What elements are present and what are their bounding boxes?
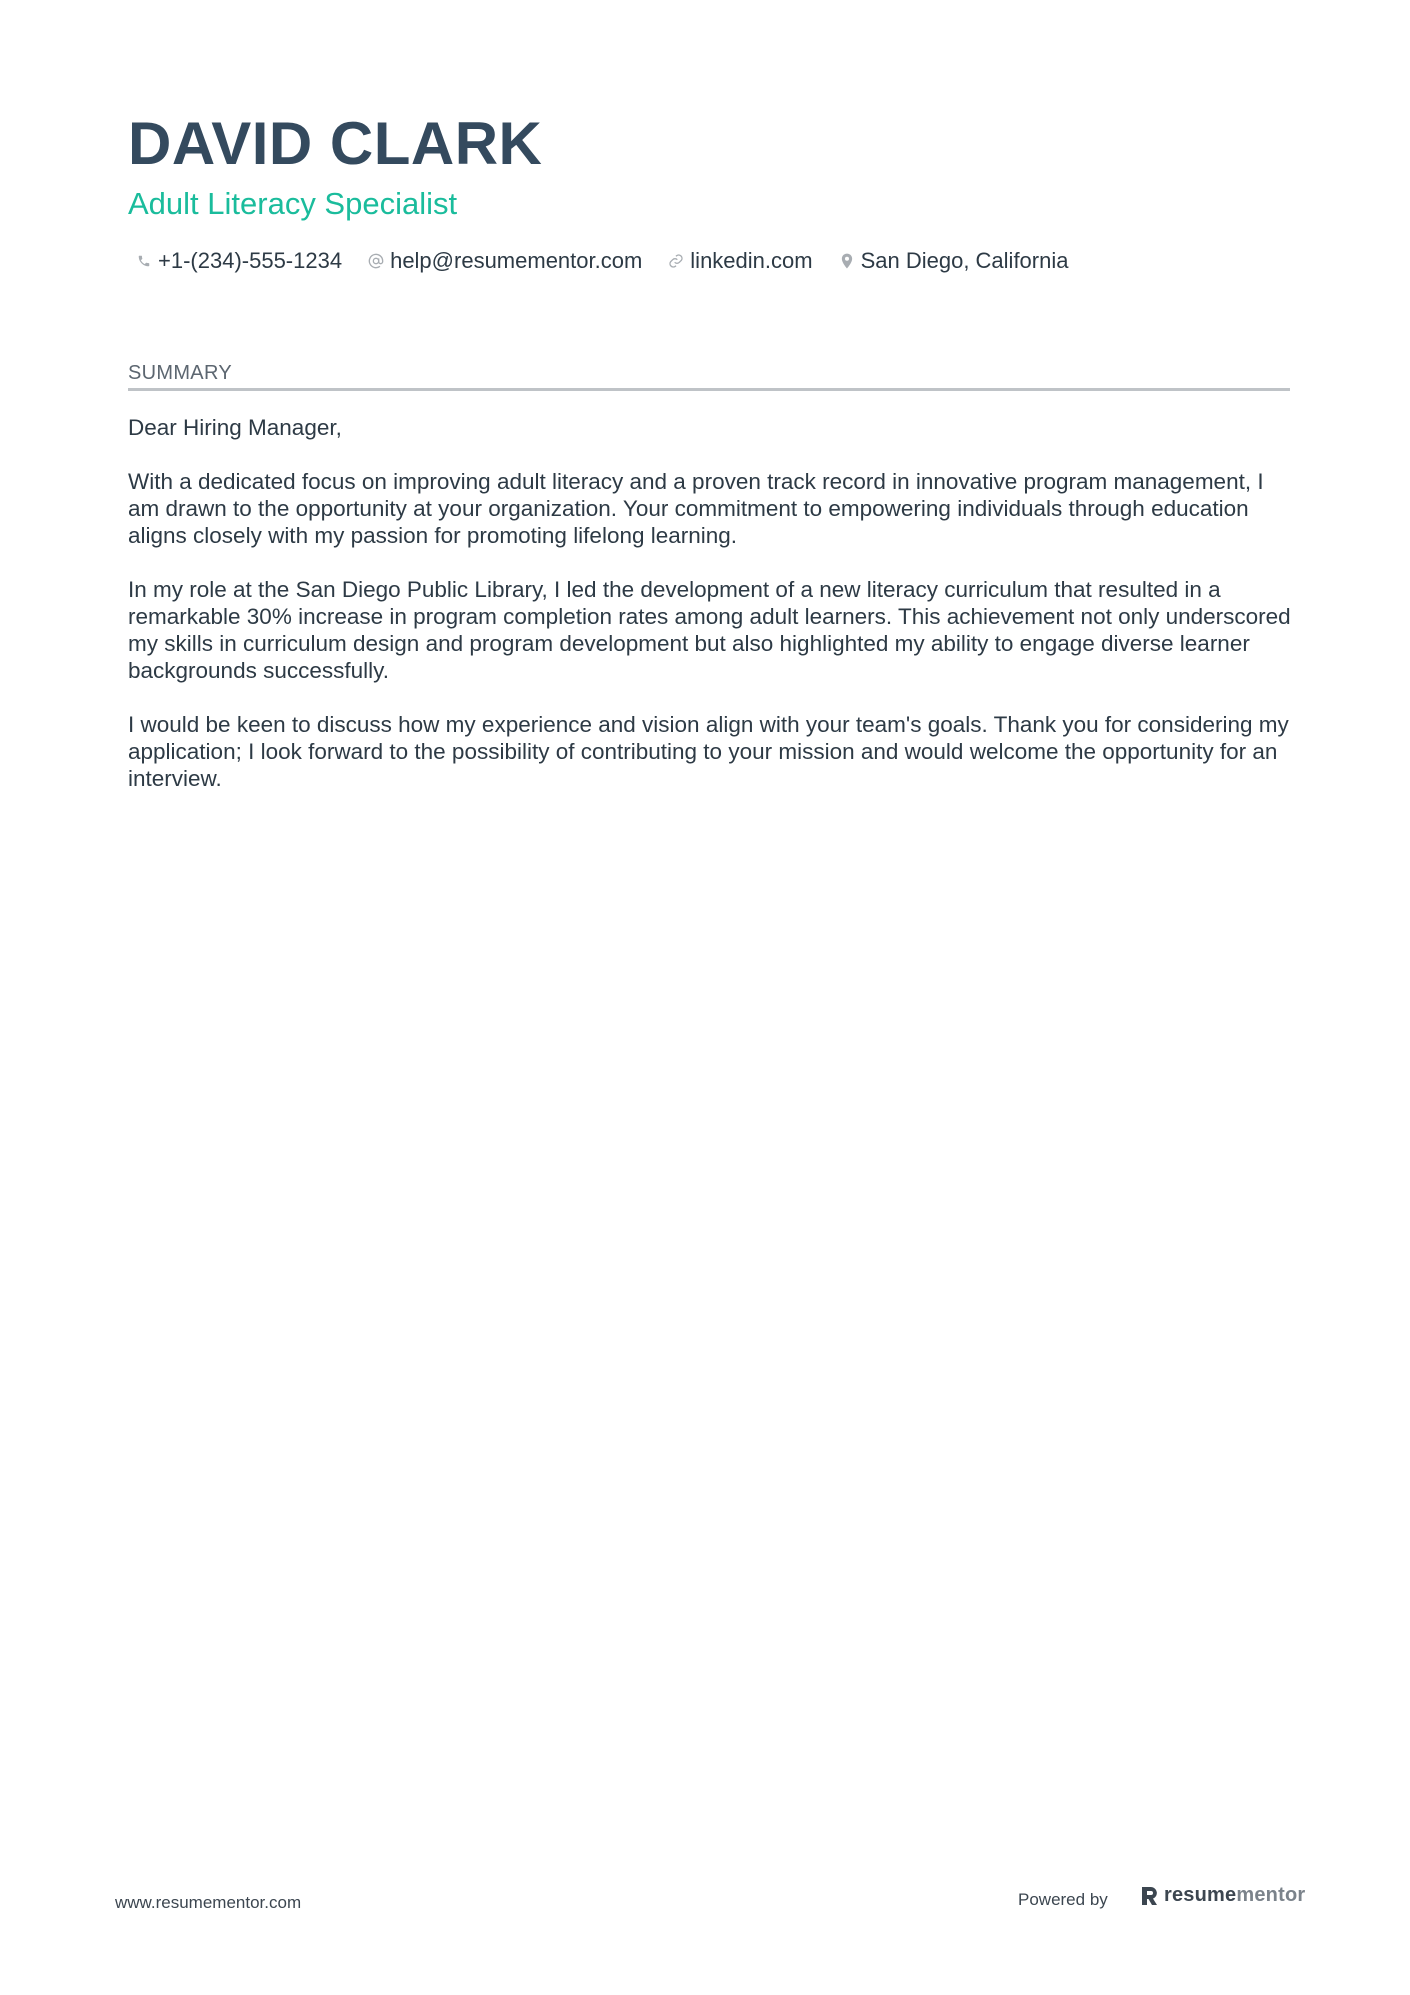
- letter-paragraph: In my role at the San Diego Public Library, I led the development of a new literacy curriculum that resulted in a remarkable 30% increase in program completion rates among adult learners. This achievement not only underscored my skills in curriculum design and program development but also highlighted my ability to engage diverse learner backgrounds successfully.: [128, 577, 1291, 683]
- contact-location: [839, 248, 1069, 274]
- footer-website-link[interactable]: www.resumementor.com: [115, 1893, 302, 1912]
- brand-wordmark-light: mentor: [1236, 1884, 1306, 1906]
- letter-body: [128, 414, 1298, 819]
- resumementor-logo-icon: [1140, 1885, 1160, 1907]
- email-text[interactable]: help@resumementor.com: [390, 248, 643, 273]
- phone-icon: [136, 253, 152, 269]
- website-text[interactable]: linkedin.com: [690, 248, 813, 273]
- contact-bar: [136, 244, 1094, 278]
- powered-by-label: Powered by: [1018, 1890, 1108, 1909]
- phone-text: +1-(234)-555-1234: [158, 248, 343, 273]
- letter-paragraph: I would be keen to discuss how my experience and vision align with your team's goals. Thank you for considering my application; I look forward to the possibility of contributing to your mission and would welcome the opportunity for an interview.: [128, 712, 1289, 791]
- contact-website[interactable]: [668, 248, 812, 274]
- location-text: San Diego, California: [860, 248, 1069, 273]
- location-pin-icon: [839, 253, 855, 269]
- job-title: Adult Literacy Specialist: [128, 186, 458, 221]
- brand-wordmark: [1164, 1884, 1305, 1907]
- link-icon: [668, 253, 684, 269]
- brand-logo[interactable]: [1140, 1884, 1305, 1907]
- summary-heading: SUMMARY: [128, 360, 1290, 391]
- brand-wordmark-bold: resume: [1164, 1884, 1237, 1906]
- letter-paragraph: With a dedicated focus on improving adult literacy and a proven track record in innovative program management, I am drawn to the opportunity at your organization. Your commitment to empowering individuals through education aligns closely with my passion for promoting lifelong learning.: [128, 469, 1264, 548]
- contact-email[interactable]: [368, 248, 642, 274]
- at-icon: [368, 253, 384, 269]
- letter-greeting: Dear Hiring Manager,: [128, 415, 342, 440]
- candidate-name: DAVID CLARK: [128, 110, 543, 177]
- contact-phone: [136, 248, 342, 274]
